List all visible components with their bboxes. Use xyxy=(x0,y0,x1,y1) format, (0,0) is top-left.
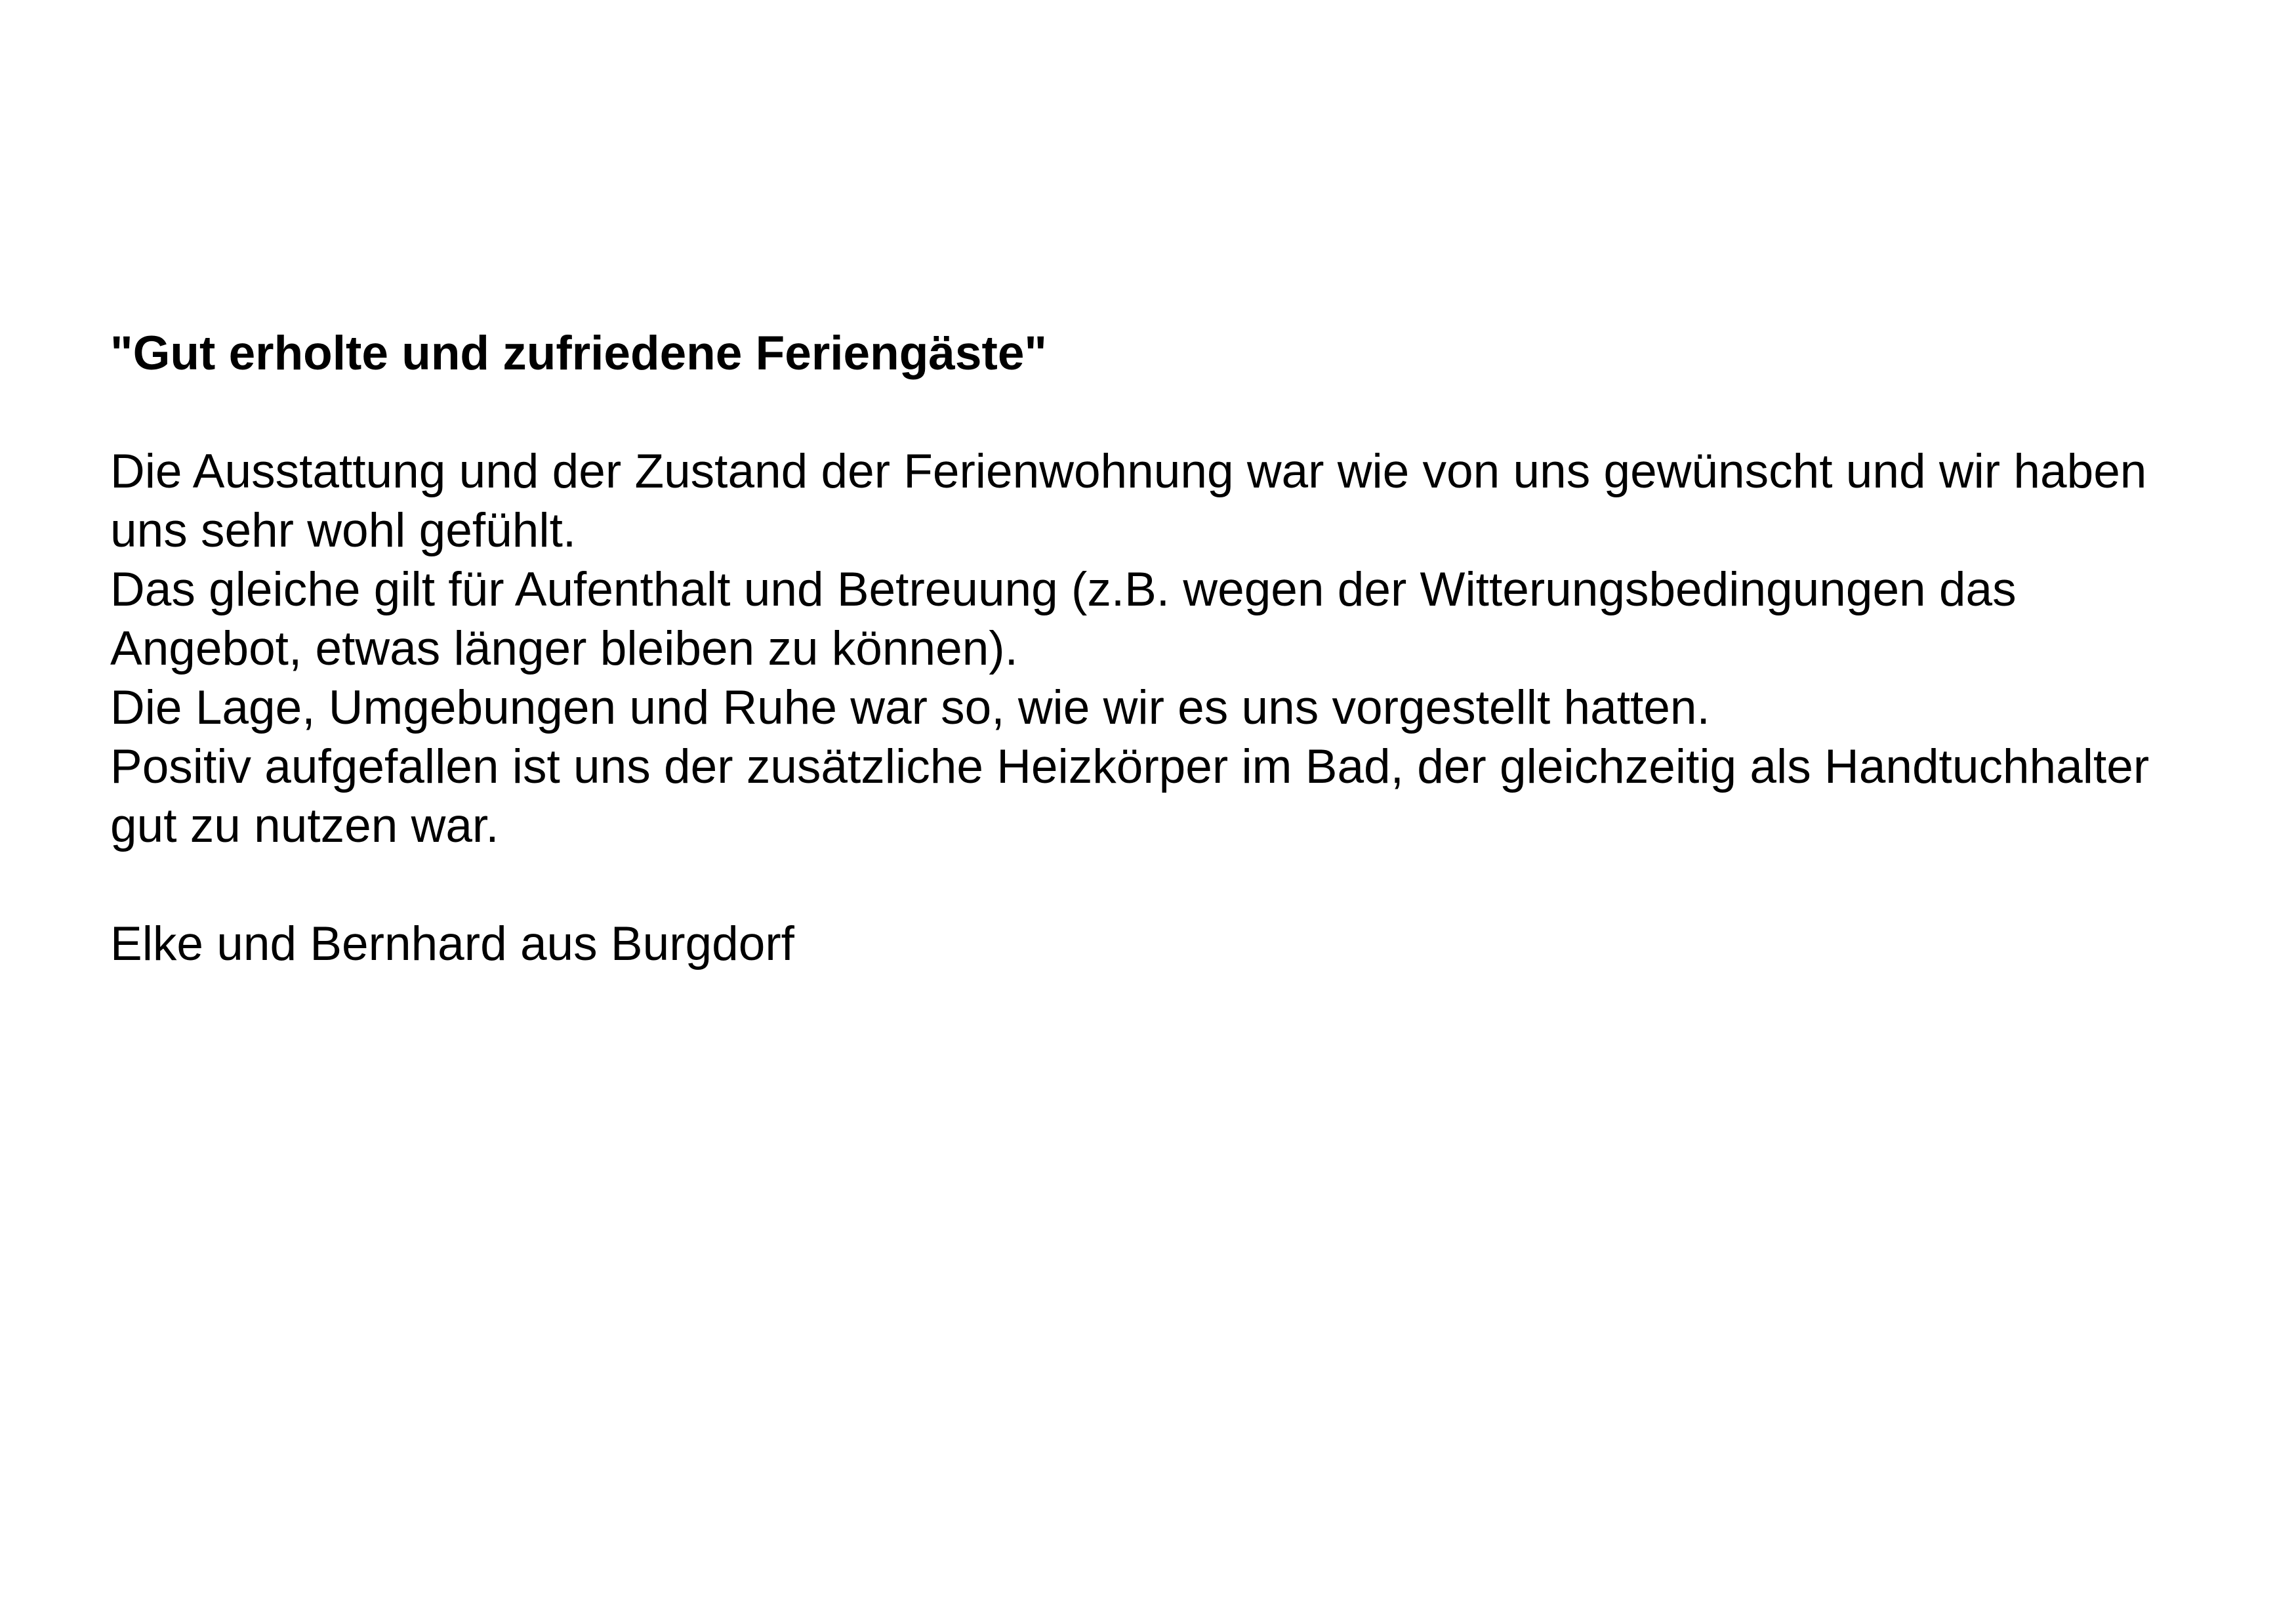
body-line: Die Ausstattung und der Zustand der Ferienwohnung war wie von uns gewünscht und wir haben xyxy=(110,445,2147,498)
testimonial-text-block xyxy=(110,324,2270,974)
testimonial-body xyxy=(110,442,2270,856)
body-line: Die Lage, Umgebungen und Ruhe war so, wie wir es uns vorgestellt hatten. xyxy=(110,681,1710,734)
body-line: Angebot, etwas länger bleiben zu können). xyxy=(110,622,1018,675)
testimonial-heading: "Gut erholte und zufriedene Feriengäste" xyxy=(110,327,1048,380)
body-line: gut zu nutzen war. xyxy=(110,799,499,852)
body-line: uns sehr wohl gefühlt. xyxy=(110,504,577,557)
body-line: Positiv aufgefallen ist uns der zusätzliche Heizkörper im Bad, der gleichzeitig als Handtuchhalter xyxy=(110,740,2150,793)
testimonial-signature: Elke und Bernhard aus Burgdorf xyxy=(110,917,794,970)
body-line: Das gleiche gilt für Aufenthalt und Betreuung (z.B. wegen der Witterungsbedingungen das xyxy=(110,563,2017,616)
